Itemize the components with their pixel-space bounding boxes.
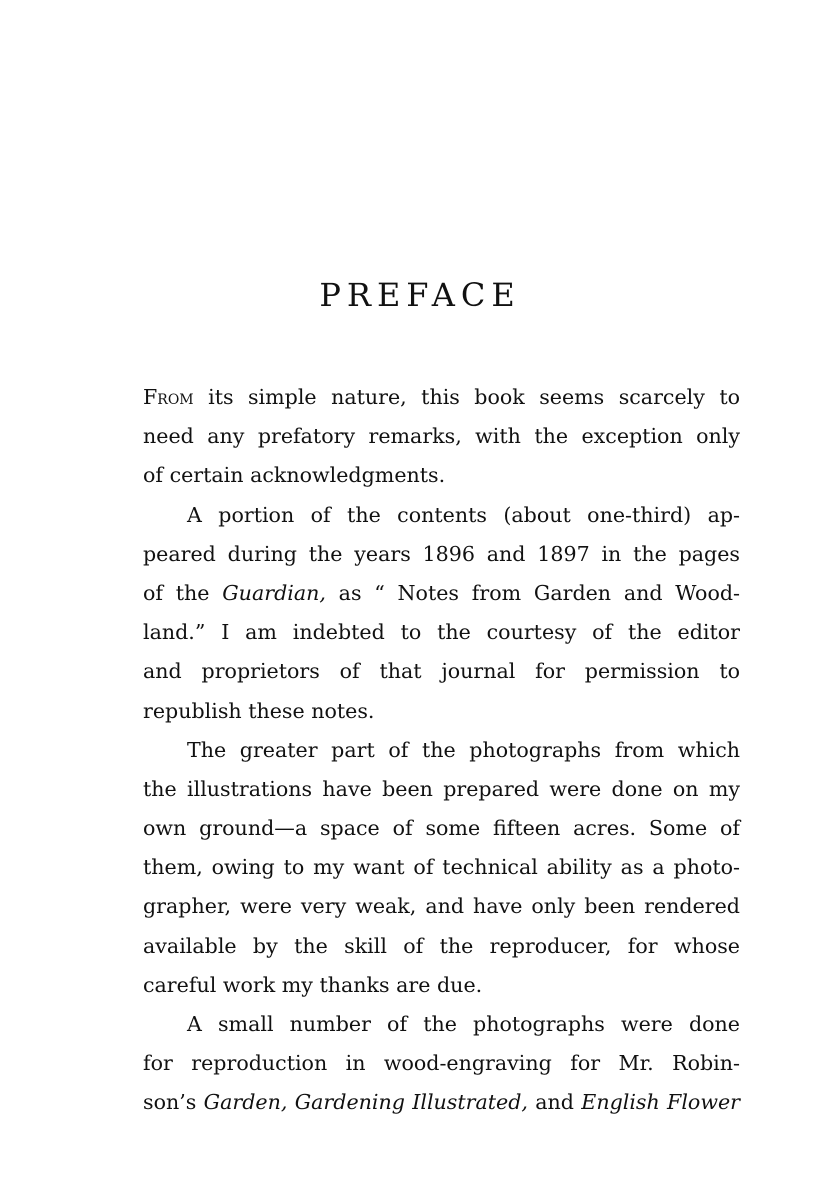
text-line: available by the skill of the reproducer, for whose — [143, 933, 740, 958]
text-line: of the Guardian, as “ Notes from Garden and Wood- — [143, 580, 740, 605]
text-line: A portion of the contents (about one-third) ap- — [187, 502, 740, 527]
text-line: need any prefatory remarks, with the exception only — [143, 424, 740, 449]
text-line: them, owing to my want of technical ability as a photo- — [143, 855, 740, 880]
text-line: own ground—a space of some fifteen acres. Some of — [143, 816, 740, 841]
text-line: The greater part of the photographs from which — [187, 737, 740, 762]
italic-title: Guardian, — [222, 580, 326, 605]
text-line: the illustrations have been prepared were done on my — [143, 776, 740, 801]
drop-word: From — [143, 385, 194, 409]
text-line: grapher, were very weak, and have only been rendered — [143, 894, 740, 919]
text-line: land.” I am indebted to the courtesy of the editor — [143, 620, 740, 645]
text-line: A small number of the photographs were done — [187, 1012, 740, 1036]
text-line: and proprietors of that journal for permission to — [143, 659, 740, 684]
italic-title: Gardening Illustrated, — [294, 1090, 528, 1115]
text-line: peared during the years 1896 and 1897 in the pages — [143, 541, 740, 566]
text-line: son’s Garden, Gardening Illustrated, and English Flower — [143, 1090, 740, 1115]
italic-title: Garden, — [203, 1090, 288, 1115]
preface-text — [143, 378, 740, 1123]
page-title: PREFACE — [319, 276, 521, 314]
text-line: careful work my thanks are due. — [143, 972, 483, 997]
text-line: for reproduction in wood-engraving for Mr. Robin- — [143, 1051, 740, 1076]
italic-title: English Flower — [581, 1090, 740, 1115]
text-line: republish these notes. — [143, 698, 375, 723]
text-line: of certain acknowledgments. — [143, 463, 446, 488]
text-line: From its simple nature, this book seems scarcely to — [143, 385, 740, 409]
